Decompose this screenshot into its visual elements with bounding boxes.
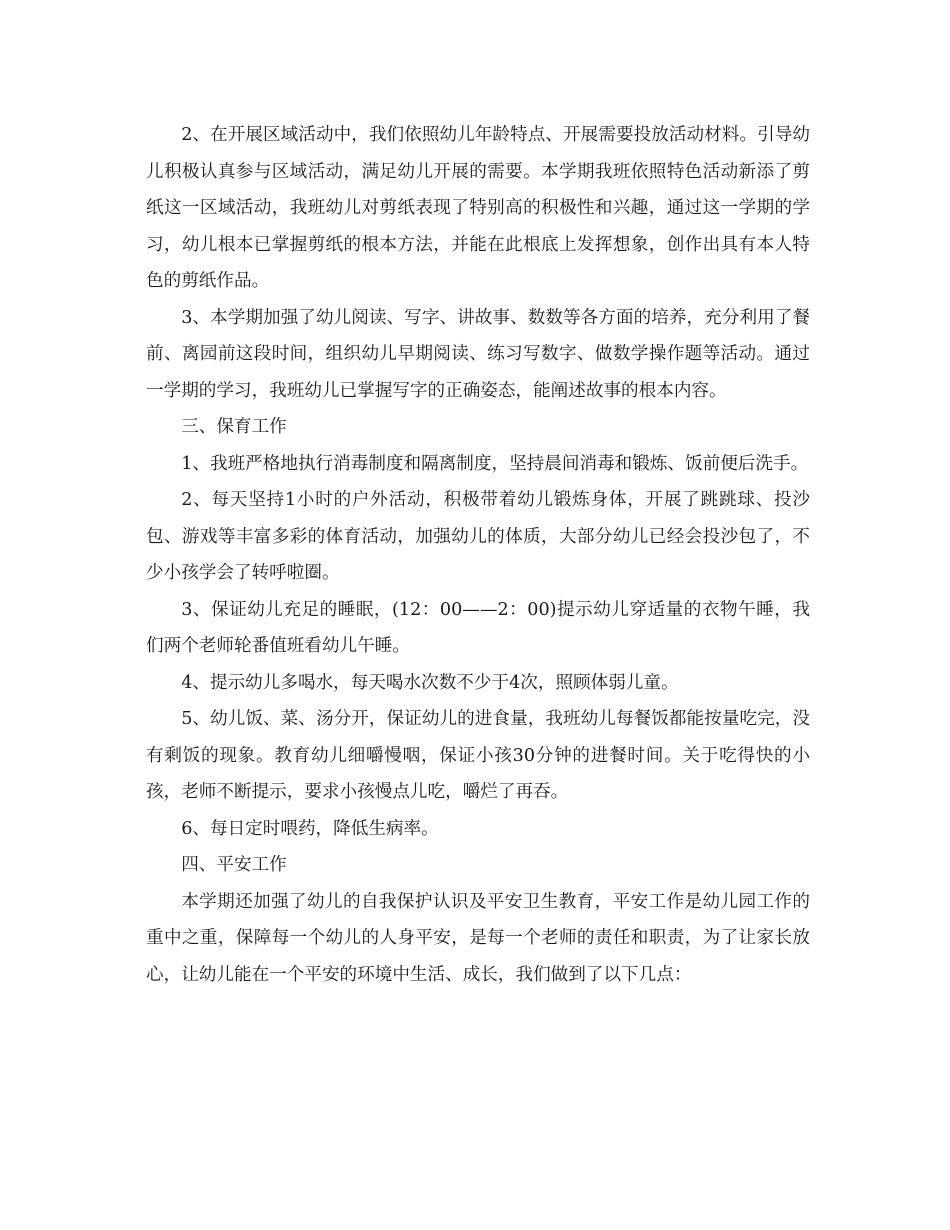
paragraph-safety-education: 本学期还加强了幼儿的自我保护认识及平安卫生教育，平安工作是幼儿园工作的重中之重，保障每一个幼儿的人身平安，是每一个老师的责任和职责，为了让家长放心，让幼儿能在一个平安的环境中生活、成长，我们做到了以下几点： bbox=[146, 891, 810, 985]
section-heading-safety-work: 四、平安工作 bbox=[181, 855, 287, 875]
paragraph-medicine: 6、每日定时喂药，降低生病率。 bbox=[181, 818, 439, 839]
paragraph-outdoor-activity: 2、每天坚持1小时的户外活动，积极带着幼儿锻炼身体，开展了跳跳球、投沙包、游戏等丰富多彩的体育活动，加强幼儿的体质，大部分幼儿已经会投沙包了，不少小孩学会了转呼啦圈。 bbox=[146, 490, 810, 583]
paragraph-meals: 5、幼儿饭、菜、汤分开，保证幼儿的进食量，我班幼儿每餐饭都能按量吃完，没有剩饭的现象。教育幼儿细嚼慢咽，保证小孩30分钟的进餐时间。关于吃得快的小孩，老师不断提示，要求小孩慢点儿吃，嚼烂了再吞。 bbox=[146, 709, 810, 802]
paragraph-sleep: 3、保证幼儿充足的睡眠，(12：00——2：00)提示幼儿穿适量的衣物午睡，我们两个老师轮番值班看幼儿午睡。 bbox=[146, 599, 810, 656]
section-heading-care-work: 三、保育工作 bbox=[181, 417, 287, 437]
paragraph-disinfection: 1、我班严格地执行消毒制度和隔离制度，坚持晨间消毒和锻炼、饭前便后洗手。 bbox=[181, 453, 809, 474]
paragraph-area-activities: 2、在开展区域活动中，我们依照幼儿年龄特点、开展需要投放活动材料。引导幼儿积极认真参与区域活动，满足幼儿开展的需要。本学期我班依照特色活动新添了剪纸这一区域活动，我班幼儿对剪纸表现了特别高的积极性和兴趣，通过这一学期的学习，幼儿根本已掌握剪纸的根本方法，并能在此根底上发挥想象，创作出具有本人特色的剪纸作品。 bbox=[146, 125, 810, 291]
paragraph-reading-writing: 3、本学期加强了幼儿阅读、写字、讲故事、数数等各方面的培养，充分利用了餐前、离园前这段时间，组织幼儿早期阅读、练习写数字、做数学操作题等活动。通过一学期的学习，我班幼儿已掌握写字的正确姿态，能阐述故事的根本内容。 bbox=[146, 307, 810, 401]
document-body bbox=[146, 117, 810, 993]
paragraph-drinking-water: 4、提示幼儿多喝水，每天喝水次数不少于4次，照顾体弱儿童。 bbox=[181, 672, 679, 693]
